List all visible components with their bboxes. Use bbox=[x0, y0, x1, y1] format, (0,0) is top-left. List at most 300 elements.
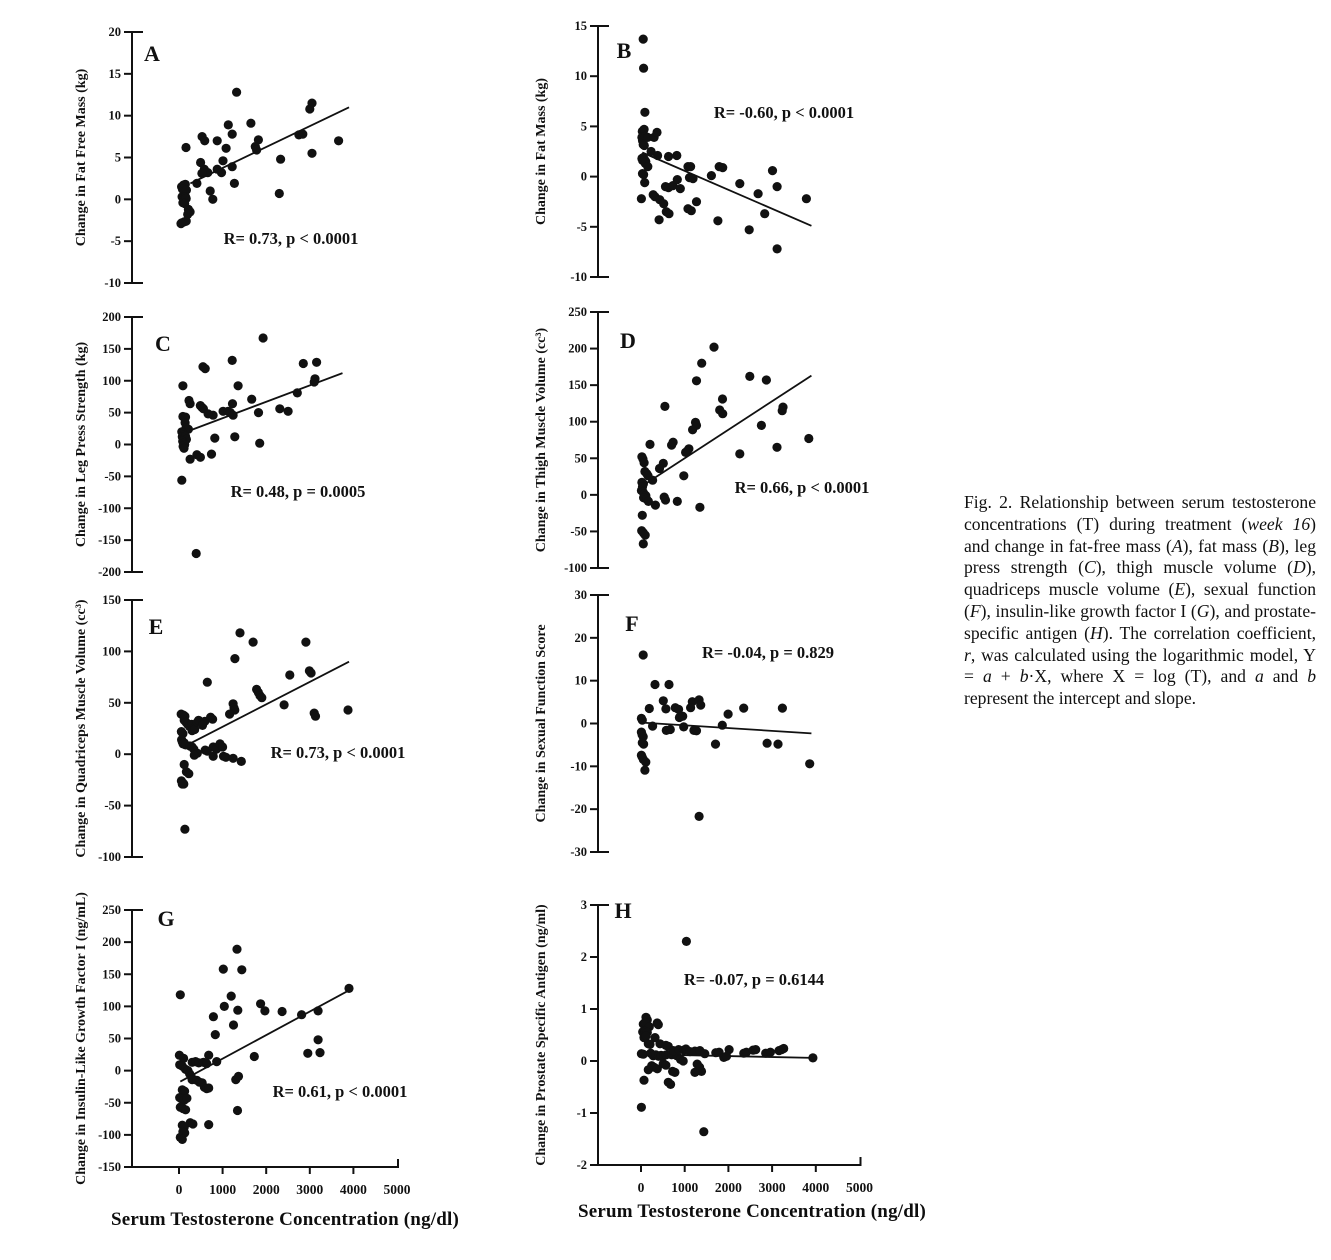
panel-H-chart bbox=[520, 880, 950, 1205]
data-point bbox=[220, 1002, 229, 1011]
caption-segment: ), insulin-like growth factor I ( bbox=[980, 600, 1197, 621]
caption-segment: represent the intercept and slope. bbox=[964, 688, 1197, 709]
data-point bbox=[229, 754, 238, 763]
data-point bbox=[254, 408, 263, 417]
data-point bbox=[651, 501, 660, 510]
caption-segment: ) and change in fat-free mass ( bbox=[964, 513, 1317, 556]
data-point bbox=[334, 136, 343, 145]
data-point bbox=[707, 171, 716, 180]
data-point bbox=[203, 678, 212, 687]
y-tick-label: 0 bbox=[114, 1063, 121, 1078]
data-point bbox=[638, 511, 647, 520]
data-point bbox=[181, 143, 190, 152]
data-point bbox=[745, 372, 754, 381]
data-point bbox=[233, 1006, 242, 1015]
data-point bbox=[661, 704, 670, 713]
y-tick-label: 15 bbox=[108, 66, 121, 81]
y-tick-label: 250 bbox=[568, 305, 587, 319]
y-tick-label: -5 bbox=[110, 234, 121, 249]
data-point bbox=[204, 1083, 213, 1092]
panel-letter: D bbox=[620, 328, 636, 353]
data-point bbox=[664, 209, 673, 218]
data-point bbox=[280, 700, 289, 709]
panel-D-chart bbox=[520, 300, 950, 585]
data-point bbox=[666, 725, 675, 734]
y-tick-label: 5 bbox=[114, 150, 121, 165]
panel-letter: F bbox=[625, 611, 639, 636]
y-tick-label: 150 bbox=[102, 593, 121, 607]
data-point bbox=[222, 144, 231, 153]
data-point bbox=[229, 411, 238, 420]
caption-segment: F bbox=[969, 600, 981, 621]
data-point bbox=[184, 769, 193, 778]
y-tick-label: 100 bbox=[568, 414, 587, 429]
y-tick-label: 0 bbox=[580, 169, 587, 184]
panel-letter: B bbox=[616, 38, 632, 63]
data-point bbox=[645, 440, 654, 449]
data-point bbox=[285, 670, 294, 679]
data-point bbox=[276, 155, 285, 164]
data-point bbox=[190, 751, 199, 760]
y-tick-label: 100 bbox=[102, 644, 121, 659]
caption-segment: Fig. 2. Relationship between serum testosterone concentrations (T) during treatment ( bbox=[964, 492, 1316, 534]
data-point bbox=[182, 1094, 191, 1103]
data-point bbox=[639, 539, 648, 548]
axis-frame bbox=[598, 312, 609, 568]
data-point bbox=[641, 1031, 650, 1040]
data-point bbox=[648, 476, 657, 485]
panel-B-chart bbox=[520, 10, 950, 300]
data-point bbox=[661, 495, 670, 504]
data-point bbox=[688, 174, 697, 183]
x-tick-label: 1000 bbox=[671, 1180, 699, 1195]
caption-segment: a bbox=[982, 666, 992, 687]
data-point bbox=[697, 359, 706, 368]
data-point bbox=[637, 1103, 646, 1112]
data-point bbox=[711, 740, 720, 749]
data-point bbox=[247, 395, 256, 404]
data-point bbox=[249, 638, 258, 647]
data-point bbox=[177, 476, 186, 485]
data-point bbox=[188, 1119, 197, 1128]
data-point bbox=[344, 984, 353, 993]
y-tick-label: 15 bbox=[574, 19, 587, 33]
data-point bbox=[192, 179, 201, 188]
panel-E-chart bbox=[60, 590, 490, 880]
data-point bbox=[217, 168, 226, 177]
data-point bbox=[224, 120, 233, 129]
y-tick-label: 50 bbox=[108, 695, 121, 710]
data-point bbox=[718, 409, 727, 418]
data-point bbox=[293, 388, 302, 397]
axis-frame bbox=[132, 32, 143, 283]
data-point bbox=[673, 175, 682, 184]
data-point bbox=[686, 162, 695, 171]
y-tick-label: 5 bbox=[580, 119, 587, 134]
data-point bbox=[198, 721, 207, 730]
data-point bbox=[208, 715, 217, 724]
data-point bbox=[673, 497, 682, 506]
data-point bbox=[227, 992, 236, 1001]
x-tick-label: 4000 bbox=[339, 1182, 367, 1197]
data-point bbox=[260, 1006, 269, 1015]
data-point bbox=[808, 1053, 817, 1062]
y-tick-label: -50 bbox=[104, 469, 121, 484]
data-point bbox=[210, 434, 219, 443]
y-axis-title: Change in Quadriceps Muscle Volume (cc³) bbox=[74, 599, 89, 858]
data-point bbox=[200, 136, 209, 145]
data-point bbox=[250, 1052, 259, 1061]
y-tick-label: 10 bbox=[108, 108, 121, 123]
data-point bbox=[640, 108, 649, 117]
y-tick-label: 250 bbox=[102, 903, 121, 917]
axis-frame bbox=[598, 595, 609, 852]
y-tick-label: 30 bbox=[574, 588, 587, 602]
data-point bbox=[343, 705, 352, 714]
data-point bbox=[676, 184, 685, 193]
data-point bbox=[735, 179, 744, 188]
panel-G-chart bbox=[60, 880, 490, 1205]
y-tick-label: 150 bbox=[102, 967, 121, 982]
panel-A-chart bbox=[60, 15, 490, 300]
data-point bbox=[664, 152, 673, 161]
panel-F-chart bbox=[520, 590, 950, 875]
data-point bbox=[664, 680, 673, 689]
x-tick-label: 0 bbox=[637, 1180, 645, 1195]
data-point bbox=[639, 170, 648, 179]
data-point bbox=[237, 757, 246, 766]
data-point bbox=[696, 701, 705, 710]
data-point bbox=[659, 696, 668, 705]
y-tick-label: -100 bbox=[98, 501, 121, 516]
data-point bbox=[638, 716, 647, 725]
y-tick-label: 0 bbox=[580, 487, 587, 502]
data-point bbox=[639, 740, 648, 749]
data-point bbox=[757, 421, 766, 430]
caption-segment: and bbox=[1263, 666, 1308, 687]
data-point bbox=[802, 194, 811, 203]
caption-segment: H bbox=[1090, 622, 1103, 643]
data-point bbox=[679, 1056, 688, 1065]
caption-segment: ), fat mass ( bbox=[1182, 535, 1269, 556]
caption-segment: ). The correlation coefficient, bbox=[1102, 622, 1316, 643]
data-point bbox=[695, 812, 704, 821]
data-point bbox=[639, 1076, 648, 1085]
stats-label: R= -0.04, p = 0.829 bbox=[701, 643, 835, 662]
data-point bbox=[768, 166, 777, 175]
x-tick-label: 0 bbox=[175, 1182, 183, 1197]
data-point bbox=[695, 503, 704, 512]
data-point bbox=[299, 359, 308, 368]
y-tick-label: 100 bbox=[102, 999, 121, 1014]
data-point bbox=[307, 668, 316, 677]
data-point bbox=[650, 680, 659, 689]
data-point bbox=[718, 394, 727, 403]
y-tick-label: -150 bbox=[98, 533, 121, 548]
panel-letter: C bbox=[155, 331, 171, 356]
caption-segment: D bbox=[1293, 557, 1306, 578]
caption-segment: E bbox=[1174, 579, 1186, 600]
caption-segment: ), sexual function ( bbox=[964, 579, 1316, 621]
data-point bbox=[208, 195, 217, 204]
y-tick-label: 3 bbox=[580, 898, 587, 912]
axis-frame bbox=[598, 26, 609, 277]
data-point bbox=[255, 439, 264, 448]
data-point bbox=[700, 1049, 709, 1058]
data-point bbox=[315, 1048, 324, 1057]
data-point bbox=[660, 402, 669, 411]
data-point bbox=[259, 333, 268, 342]
data-point bbox=[181, 1105, 190, 1114]
data-point bbox=[178, 1135, 187, 1144]
data-point bbox=[237, 965, 246, 974]
y-tick-label: -1 bbox=[576, 1106, 587, 1120]
y-tick-label: -50 bbox=[570, 524, 587, 539]
data-point bbox=[228, 162, 237, 171]
y-tick-label: -100 bbox=[98, 850, 121, 864]
data-point bbox=[645, 1040, 654, 1049]
y-axis-title: Change in Prostate Specific Antigen (ng/ml) bbox=[534, 904, 549, 1166]
data-point bbox=[762, 375, 771, 384]
caption-segment: G bbox=[1196, 600, 1210, 621]
data-point bbox=[233, 1106, 242, 1115]
data-point bbox=[778, 704, 787, 713]
caption-segment: ), and prostate-specific antigen ( bbox=[964, 600, 1316, 643]
data-point bbox=[641, 531, 650, 540]
data-point bbox=[766, 1048, 775, 1057]
caption-segment: r bbox=[964, 644, 971, 665]
data-point bbox=[739, 704, 748, 713]
data-point bbox=[234, 381, 243, 390]
data-point bbox=[211, 1030, 220, 1039]
y-tick-label: 150 bbox=[568, 378, 587, 393]
y-tick-label: -10 bbox=[104, 276, 121, 290]
data-point bbox=[679, 471, 688, 480]
y-tick-label: -2 bbox=[576, 1158, 587, 1172]
data-point bbox=[652, 128, 661, 137]
data-point bbox=[186, 455, 195, 464]
y-tick-label: 50 bbox=[574, 451, 587, 466]
y-tick-label: -10 bbox=[570, 759, 587, 774]
trend-line bbox=[190, 373, 343, 430]
data-point bbox=[297, 1010, 306, 1019]
data-point bbox=[725, 1045, 734, 1054]
data-point bbox=[230, 179, 239, 188]
data-point bbox=[682, 937, 691, 946]
data-point bbox=[709, 343, 718, 352]
y-axis-title: Change in Insulin-Like Growth Factor I (ng/mL) bbox=[74, 892, 89, 1185]
data-point bbox=[229, 1020, 238, 1029]
data-point bbox=[178, 381, 187, 390]
data-point bbox=[640, 766, 649, 775]
data-point bbox=[692, 376, 701, 385]
data-point bbox=[312, 358, 321, 367]
data-point bbox=[679, 722, 688, 731]
data-point bbox=[681, 448, 690, 457]
data-point bbox=[670, 1068, 679, 1077]
caption-segment: C bbox=[1083, 557, 1096, 578]
data-point bbox=[179, 444, 188, 453]
data-point bbox=[666, 1080, 675, 1089]
x-axis-title-right: Serum Testosterone Concentration (ng/dl) bbox=[577, 1201, 927, 1222]
x-tick-label: 5000 bbox=[383, 1182, 411, 1197]
data-point bbox=[688, 425, 697, 434]
data-point bbox=[284, 407, 293, 416]
y-tick-label: 50 bbox=[108, 1031, 121, 1046]
y-tick-label: 0 bbox=[580, 716, 587, 731]
caption-segment: b bbox=[1307, 666, 1317, 687]
data-point bbox=[692, 197, 701, 206]
data-point bbox=[805, 759, 814, 768]
data-point bbox=[196, 453, 205, 462]
stats-label: R= 0.73, p < 0.0001 bbox=[223, 229, 359, 248]
data-point bbox=[201, 364, 210, 373]
data-point bbox=[307, 149, 316, 158]
y-tick-label: 20 bbox=[574, 630, 587, 645]
data-point bbox=[659, 199, 668, 208]
data-point bbox=[303, 1049, 312, 1058]
y-tick-label: -20 bbox=[570, 802, 587, 817]
data-point bbox=[257, 693, 266, 702]
data-point bbox=[690, 1068, 699, 1077]
data-point bbox=[218, 156, 227, 165]
data-point bbox=[176, 990, 185, 999]
data-point bbox=[745, 225, 754, 234]
y-tick-label: 50 bbox=[108, 405, 121, 420]
data-point bbox=[672, 151, 681, 160]
x-tick-label: 2000 bbox=[714, 1180, 742, 1195]
data-point bbox=[773, 182, 782, 191]
data-point bbox=[804, 434, 813, 443]
x-tick-label: 5000 bbox=[846, 1180, 873, 1195]
data-point bbox=[655, 464, 664, 473]
data-point bbox=[204, 1120, 213, 1129]
data-point bbox=[751, 1045, 760, 1054]
data-point bbox=[639, 650, 648, 659]
y-tick-label: -30 bbox=[570, 845, 587, 859]
y-tick-label: 200 bbox=[102, 935, 121, 950]
data-point bbox=[230, 654, 239, 663]
y-tick-label: 200 bbox=[102, 310, 121, 324]
panel-letter: G bbox=[157, 906, 175, 931]
data-point bbox=[230, 432, 239, 441]
data-point bbox=[754, 189, 763, 198]
y-tick-label: -5 bbox=[576, 219, 587, 234]
data-point bbox=[218, 742, 227, 751]
data-point bbox=[760, 209, 769, 218]
data-point bbox=[655, 215, 664, 224]
data-point bbox=[180, 825, 189, 834]
y-tick-label: 0 bbox=[580, 1054, 587, 1068]
data-point bbox=[209, 1012, 218, 1021]
data-point bbox=[219, 965, 228, 974]
y-tick-label: -50 bbox=[104, 1095, 121, 1110]
data-point bbox=[275, 404, 284, 413]
y-tick-label: 0 bbox=[114, 437, 121, 452]
stats-label: R= -0.07, p = 0.6144 bbox=[683, 970, 825, 989]
axis-frame bbox=[598, 905, 861, 1165]
data-point bbox=[209, 752, 218, 761]
panel-letter: H bbox=[614, 898, 632, 923]
data-point bbox=[232, 945, 241, 954]
caption-segment: , was calculated using the logarithmic model, Y = bbox=[964, 644, 1316, 687]
data-point bbox=[197, 169, 206, 178]
caption-segment: ), thigh muscle volume ( bbox=[1095, 557, 1294, 578]
data-point bbox=[763, 739, 772, 748]
data-point bbox=[252, 145, 261, 154]
data-point bbox=[232, 88, 241, 97]
trend-line bbox=[645, 376, 811, 484]
x-tick-label: 4000 bbox=[802, 1180, 830, 1195]
data-point bbox=[645, 704, 654, 713]
data-point bbox=[178, 779, 187, 788]
y-tick-label: 200 bbox=[568, 341, 587, 356]
y-tick-label: 1 bbox=[580, 1002, 587, 1016]
data-point bbox=[204, 409, 213, 418]
y-tick-label: 2 bbox=[580, 950, 587, 964]
data-point bbox=[678, 712, 687, 721]
data-point bbox=[724, 710, 733, 719]
data-point bbox=[699, 1127, 708, 1136]
y-axis-title: Change in Fat Mass (kg) bbox=[534, 77, 549, 226]
data-point bbox=[640, 458, 649, 467]
caption-segment: ·X, where X = log (T), and bbox=[1028, 666, 1255, 687]
data-point bbox=[307, 99, 316, 108]
data-point bbox=[275, 189, 284, 198]
caption-segment: a bbox=[1254, 666, 1264, 687]
y-tick-label: 10 bbox=[574, 673, 587, 688]
y-axis-title: Change in Sexual Function Score bbox=[534, 624, 549, 823]
data-point bbox=[186, 399, 195, 408]
y-tick-label: 150 bbox=[102, 341, 121, 356]
data-point bbox=[298, 130, 307, 139]
y-tick-label: 100 bbox=[102, 373, 121, 388]
data-point bbox=[637, 194, 646, 203]
data-point bbox=[641, 758, 650, 767]
data-point bbox=[225, 710, 234, 719]
data-point bbox=[314, 1035, 323, 1044]
axis-frame bbox=[132, 600, 143, 857]
data-point bbox=[176, 219, 185, 228]
data-point bbox=[735, 449, 744, 458]
data-point bbox=[310, 377, 319, 386]
stats-label: R= 0.66, p < 0.0001 bbox=[734, 478, 870, 497]
data-point bbox=[773, 740, 782, 749]
y-tick-label: -200 bbox=[98, 565, 121, 579]
caption-segment: week 16 bbox=[1247, 513, 1311, 534]
y-axis-title: Change in Leg Press Strength (kg) bbox=[74, 341, 89, 548]
data-point bbox=[213, 136, 222, 145]
data-point bbox=[692, 726, 701, 735]
data-point bbox=[639, 35, 648, 44]
data-point bbox=[772, 443, 781, 452]
y-axis-title: Change in Fat Free Mass (kg) bbox=[74, 68, 89, 247]
data-point bbox=[713, 216, 722, 225]
data-point bbox=[686, 703, 695, 712]
data-point bbox=[235, 628, 244, 637]
data-point bbox=[687, 206, 696, 215]
data-point bbox=[773, 244, 782, 253]
y-tick-label: 10 bbox=[574, 69, 587, 84]
stats-label: R= 0.73, p < 0.0001 bbox=[270, 743, 406, 762]
data-point bbox=[278, 1007, 287, 1016]
caption-segment: ), leg press strength ( bbox=[964, 535, 1316, 578]
caption-segment: ), quadriceps muscle volume ( bbox=[964, 557, 1317, 600]
y-tick-label: -10 bbox=[570, 270, 587, 284]
axis-frame bbox=[132, 317, 143, 572]
caption-segment: + bbox=[991, 666, 1020, 687]
data-point bbox=[228, 356, 237, 365]
